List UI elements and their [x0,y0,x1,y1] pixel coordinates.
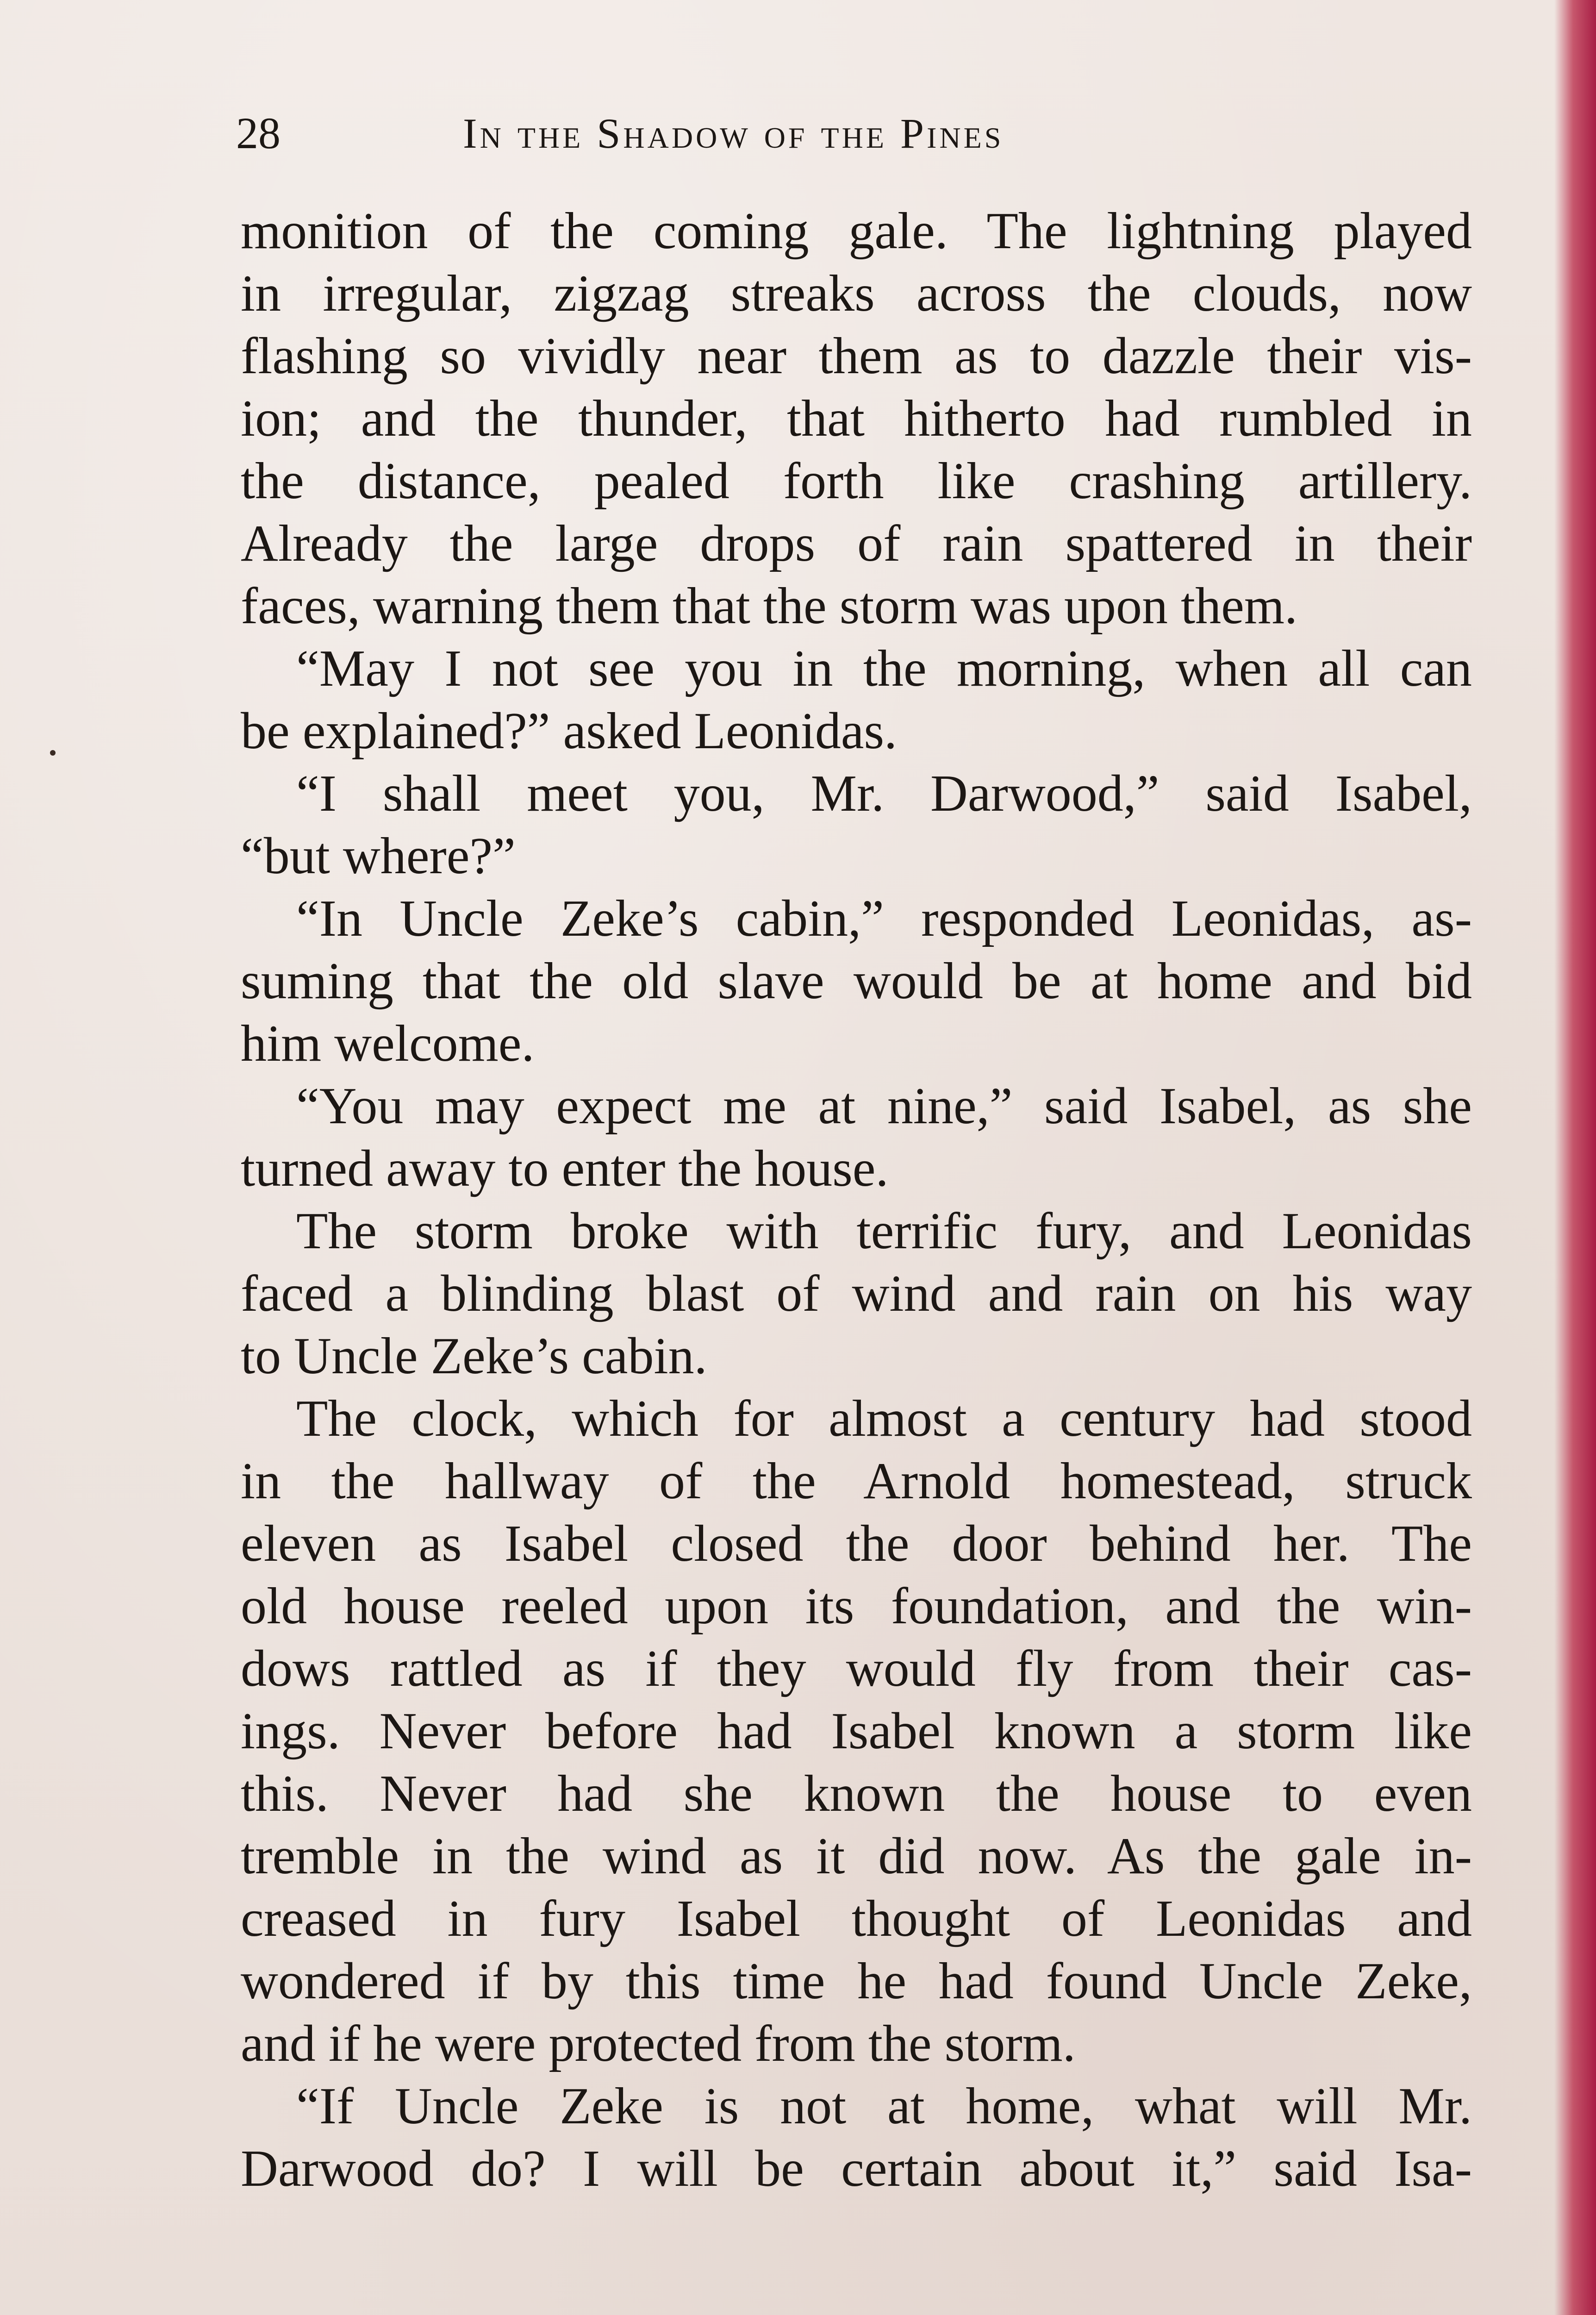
page-number: 28 [236,108,281,158]
text-line: The storm broke with terrific fury, and Leonidas [296,1202,1472,1260]
text-line: be explained?” asked Leonidas. [241,702,898,760]
text-line: turned away to enter the house. [241,1140,889,1197]
text-line: ion; and the thunder, that hitherto had rumbled in [241,390,1472,447]
text-line: ings. Never before had Isabel known a storm like [241,1702,1472,1760]
text-line: flashing so vividly near them as to dazzle their vis- [241,327,1472,385]
text-line: faces, warning them that the storm was upon them. [241,577,1297,635]
text-line: Darwood do? I will be certain about it,” said Isa- [241,2140,1472,2197]
page-edge [1554,0,1596,2315]
text-line: dows rattled as if they would fly from their cas- [241,1640,1472,1697]
text-line: faced a blinding blast of wind and rain on his way [241,1265,1472,1322]
text-line: “I shall meet you, Mr. Darwood,” said Isabel, [296,765,1472,822]
running-head [236,106,1486,166]
text-line: “You may expect me at nine,” said Isabel, as she [296,1077,1472,1135]
text-line: “but where?” [241,827,516,885]
text-line: in the hallway of the Arnold homestead, struck [241,1452,1472,1510]
text-line: “In Uncle Zeke’s cabin,” responded Leonidas, as- [296,890,1472,947]
text-line: “If Uncle Zeke is not at home, what will Mr. [296,2077,1472,2135]
text-line: eleven as Isabel closed the door behind her. The [241,1515,1472,1572]
text-line: suming that the old slave would be at home and bid [241,952,1472,1010]
text-line: tremble in the wind as it did now. As the gale in- [241,1827,1472,1885]
text-line: him welcome. [241,1015,535,1072]
text-line: and if he were protected from the storm. [241,2015,1076,2072]
body-text [241,200,1472,2200]
text-line: “May I not see you in the morning, when all can [296,640,1472,697]
text-line: in irregular, zigzag streaks across the clouds, now [241,265,1472,322]
text-line: the distance, pealed forth like crashing artillery. [241,452,1472,510]
running-title: In the Shadow of the Pines [463,110,1004,157]
text-line: monition of the coming gale. The lightning played [241,202,1472,260]
text-line: The clock, which for almost a century had stood [296,1390,1472,1447]
text-line: wondered if by this time he had found Uncle Zeke, [241,1952,1472,2010]
text-line: this. Never had she known the house to even [241,1765,1472,1822]
text-line: creased in fury Isabel thought of Leonidas and [241,1890,1472,1947]
text-line: Already the large drops of rain spattered in their [241,515,1472,572]
text-line: old house reeled upon its foundation, and the win- [241,1577,1472,1635]
text-line: to Uncle Zeke’s cabin. [241,1327,707,1385]
ink-speck [50,750,56,756]
